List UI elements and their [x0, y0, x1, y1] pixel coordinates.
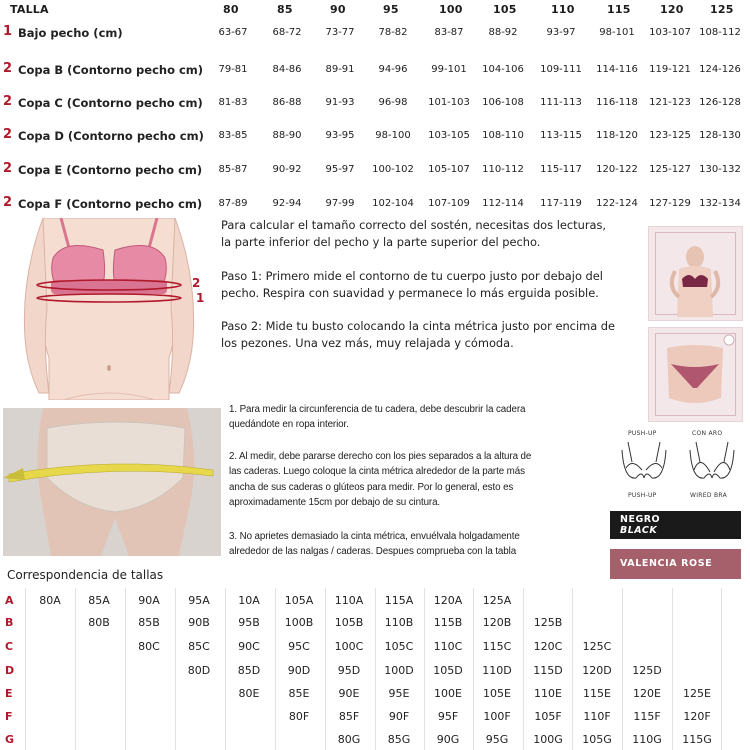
correspondence-cell: 90D: [287, 664, 311, 677]
correspondence-cell: 95D: [337, 664, 361, 677]
size-cell: 110-112: [482, 164, 524, 175]
product-thumb-bra[interactable]: [648, 226, 743, 321]
grid-divider: [572, 588, 573, 750]
size-cell: 98-101: [599, 27, 635, 38]
size-cell: 119-121: [649, 64, 691, 75]
size-cell: 93-95: [325, 130, 355, 141]
size-cell: 63-67: [218, 27, 248, 38]
grid-divider: [375, 588, 376, 750]
cup-letter-f: F: [5, 710, 13, 723]
product-thumb-thong[interactable]: [648, 327, 743, 422]
correspondence-cell: 85D: [237, 664, 261, 677]
size-cell: 88-92: [488, 27, 518, 38]
size-cell: 98-100: [375, 130, 411, 141]
correspondence-cell: 110E: [534, 687, 562, 700]
correspondence-cell: 90A: [138, 594, 160, 607]
bust-measure-illustration: [3, 218, 215, 400]
correspondence-cell: 110A: [334, 594, 364, 607]
correspondence-cell: 95A: [188, 594, 210, 607]
row-index-number: 2: [3, 161, 13, 176]
size-cell: 115-117: [540, 164, 582, 175]
size-header-label: TALLA: [10, 3, 49, 16]
correspondence-cell: 120A: [433, 594, 463, 607]
size-cell: 87-89: [218, 198, 248, 209]
size-cell: 84-86: [272, 64, 302, 75]
size-cell: 78-82: [378, 27, 408, 38]
size-cell: 97-99: [325, 198, 355, 209]
swatch-black-line1: NEGRO: [620, 514, 661, 525]
size-cell: 103-107: [649, 27, 691, 38]
correspondence-cell: 80D: [187, 664, 211, 677]
size-cell: 96-98: [378, 97, 408, 108]
correspondence-cell: 85B: [138, 616, 160, 629]
size-row-label: Copa D (Contorno pecho cm): [18, 129, 204, 143]
correspondence-cell: 85C: [188, 640, 210, 653]
cup-letter-b: B: [5, 616, 14, 629]
correspondence-cell: 125B: [533, 616, 563, 629]
correspondence-cell: 105B: [334, 616, 364, 629]
size-cell: 89-91: [325, 64, 355, 75]
size-header-85: 85: [277, 3, 293, 16]
step1-text: Paso 1: Primero mide el contorno de tu cuerpo justo por debajo del pecho. Respira con suavidad y permanece lo más erguida posible.: [221, 269, 603, 300]
correspondence-cell: 95G: [485, 733, 509, 746]
correspondence-cell: 90B: [188, 616, 210, 629]
size-cell: 105-107: [428, 164, 470, 175]
size-cell: 108-112: [699, 27, 741, 38]
size-cell: 91-93: [325, 97, 355, 108]
correspondence-cell: 105F: [534, 710, 562, 723]
correspondence-cell: 85G: [387, 733, 411, 746]
correspondence-cell: 90F: [388, 710, 410, 723]
grid-divider: [672, 588, 673, 750]
size-header-95: 95: [383, 3, 399, 16]
size-row-label: Copa C (Contorno pecho cm): [18, 96, 203, 110]
size-cell: 107-109: [428, 198, 470, 209]
correspondence-cell: 110G: [632, 733, 662, 746]
size-cell: 92-94: [272, 198, 302, 209]
size-cell: 93-97: [546, 27, 576, 38]
correspondence-cell: 120F: [683, 710, 711, 723]
correspondence-cell: 120E: [633, 687, 661, 700]
correspondence-cell: 100C: [334, 640, 364, 653]
size-header-115: 115: [607, 3, 631, 16]
size-cell: 111-113: [540, 97, 582, 108]
model-bra-image: [649, 227, 742, 320]
sketch-label-pushup-bottom: PUSH-UP: [628, 492, 657, 499]
size-cell: 88-90: [272, 130, 302, 141]
hip-step2-text: 2. Al medir, debe pararse derecho con los pies separados a la altura de las caderas. Luego coloque la cinta métrica alrededor de la parte más ancha de sus caderas o glúteos para medir. Por lo general, esto es aproximadamente 15cm por debajo de su cintura.: [229, 451, 532, 508]
size-cell: 118-120: [596, 130, 638, 141]
size-cell: 117-119: [540, 198, 582, 209]
size-header-125: 125: [710, 3, 734, 16]
size-cell: 102-104: [372, 198, 414, 209]
size-cell: 83-87: [434, 27, 464, 38]
size-cell: 128-130: [699, 130, 741, 141]
size-cell: 114-116: [596, 64, 638, 75]
size-cell: 81-83: [218, 97, 248, 108]
row-index-number: 2: [3, 127, 13, 142]
color-swatch-black[interactable]: [610, 511, 741, 539]
correspondence-cell: 80G: [337, 733, 361, 746]
correspondence-cell: 85F: [338, 710, 360, 723]
size-cell: 90-92: [272, 164, 302, 175]
grid-divider: [325, 588, 326, 750]
size-header-105: 105: [493, 3, 517, 16]
size-row-label: Copa B (Contorno pecho cm): [18, 63, 204, 77]
correspondence-cell: 90E: [338, 687, 360, 700]
grid-divider: [424, 588, 425, 750]
correspondence-cell: 120D: [582, 664, 612, 677]
correspondence-cell: 115A: [384, 594, 414, 607]
correspondence-cell: 95B: [238, 616, 260, 629]
row-index-number: 2: [3, 61, 13, 76]
correspondence-cell: 100E: [434, 687, 462, 700]
hip-tape-drawing: [3, 408, 221, 556]
grid-divider: [523, 588, 524, 750]
grid-divider: [25, 588, 26, 750]
pushup-bra-sketch-icon: [618, 440, 670, 490]
grid-divider: [721, 588, 722, 750]
correspondence-cell: 115D: [533, 664, 563, 677]
grid-divider: [622, 588, 623, 750]
correspondence-cell: 80C: [138, 640, 160, 653]
correspondence-cell: 125C: [582, 640, 612, 653]
size-cell: 103-105: [428, 130, 470, 141]
correspondence-cell: 120B: [482, 616, 512, 629]
size-cell: 116-118: [596, 97, 638, 108]
size-cell: 112-114: [482, 198, 524, 209]
correspondence-cell: 100D: [384, 664, 414, 677]
size-cell: 120-122: [596, 164, 638, 175]
swatch-rose-label: VALENCIA ROSE: [620, 558, 713, 569]
correspondence-cell: 95F: [437, 710, 459, 723]
correspondence-cell: 100F: [483, 710, 511, 723]
size-cell: 121-123: [649, 97, 691, 108]
size-table: [0, 0, 750, 220]
hip-step3-text: 3. No aprietes demasiado la cinta métrica, envuélvala holgadamente alrededor de las nalgas / caderas. Despues comprueba con la tabla: [229, 531, 520, 558]
size-cell: 101-103: [428, 97, 470, 108]
hip-step1-text: 1. Para medir la circunferencia de tu cadera, debe descubrir la cadera quedándote en ropa interior.: [229, 404, 526, 431]
correspondence-cell: 120C: [533, 640, 563, 653]
size-cell: 123-125: [649, 130, 691, 141]
correspondence-cell: 105E: [483, 687, 511, 700]
size-cell: 100-102: [372, 164, 414, 175]
size-cell: 109-111: [540, 64, 582, 75]
size-cell: 95-97: [325, 164, 355, 175]
size-cell: 113-115: [540, 130, 582, 141]
correspondence-cell: 80A: [39, 594, 61, 607]
correspondence-cell: 115G: [682, 733, 712, 746]
size-cell: 122-124: [596, 198, 638, 209]
size-cell: 126-128: [699, 97, 741, 108]
correspondence-cell: 125A: [482, 594, 512, 607]
correspondence-cell: 95C: [288, 640, 310, 653]
size-cell: 73-77: [325, 27, 355, 38]
correspondence-cell: 85E: [288, 687, 310, 700]
correspondence-cell: 105D: [433, 664, 463, 677]
grid-divider: [75, 588, 76, 750]
size-header-80: 80: [223, 3, 239, 16]
correspondence-cell: 105A: [284, 594, 314, 607]
correspondence-cell: 115C: [482, 640, 512, 653]
cup-letter-a: A: [5, 594, 14, 607]
grid-divider: [275, 588, 276, 750]
torso-bra-drawing: [3, 218, 215, 400]
correspondence-cell: 100G: [533, 733, 563, 746]
correspondence-cell: 125E: [683, 687, 711, 700]
size-cell: 79-81: [218, 64, 248, 75]
step2-text: Paso 2: Mide tu busto colocando la cinta métrica justo por encima de los pezones. Una vez más, muy relajada y cómoda.: [221, 319, 616, 350]
color-swatch-rose[interactable]: [610, 549, 741, 579]
correspondence-cell: 110D: [482, 664, 512, 677]
intro-text: Para calcular el tamaño correcto del sostén, necesitas dos lecturas, la parte inferior del pecho y la parte superior del pecho.: [221, 218, 607, 249]
size-cell: 104-106: [482, 64, 524, 75]
size-cell: 85-87: [218, 164, 248, 175]
size-cell: 108-110: [482, 130, 524, 141]
size-cell: 127-129: [649, 198, 691, 209]
correspondence-cell: 110F: [583, 710, 611, 723]
size-cell: 86-88: [272, 97, 302, 108]
model-thong-image: [649, 328, 742, 421]
correspondence-cell: 95E: [388, 687, 410, 700]
row-index-number: 2: [3, 94, 13, 109]
grid-divider: [225, 588, 226, 750]
size-cell: 94-96: [378, 64, 408, 75]
sketch-label-wired: WIRED BRA: [690, 492, 728, 499]
cup-letter-d: D: [5, 664, 15, 677]
correspondence-cell: 80F: [288, 710, 310, 723]
size-row-label: Copa E (Contorno pecho cm): [18, 163, 203, 177]
size-cell: 132-134: [699, 198, 741, 209]
correspondence-cell: 110B: [384, 616, 414, 629]
size-cell: 68-72: [272, 27, 302, 38]
size-header-100: 100: [439, 3, 463, 16]
sketch-label-pushup-top: PUSH-UP: [628, 430, 657, 437]
cup-letter-c: C: [5, 640, 14, 653]
correspondence-cell: 115E: [583, 687, 611, 700]
correspondence-cell: 90C: [238, 640, 260, 653]
size-header-120: 120: [660, 3, 684, 16]
correspondence-cell: 115B: [433, 616, 463, 629]
correspondence-cell: 105G: [582, 733, 612, 746]
marker-2: 2: [192, 276, 201, 290]
size-row-label: Bajo pecho (cm): [18, 26, 123, 40]
row-index-number: 2: [3, 195, 13, 210]
size-row-label: Copa F (Contorno pecho cm): [18, 197, 203, 211]
correspondence-cell: 80B: [88, 616, 110, 629]
correspondence-cell: 105C: [384, 640, 414, 653]
hip-measure-photo: [3, 408, 221, 556]
correspondence-cell: 90G: [436, 733, 460, 746]
grid-divider: [175, 588, 176, 750]
size-cell: 106-108: [482, 97, 524, 108]
swatch-black-line2: BLACK: [620, 525, 658, 536]
correspondence-cell: 85A: [88, 594, 110, 607]
size-cell: 125-127: [649, 164, 691, 175]
size-header-90: 90: [330, 3, 346, 16]
correspondence-cell: 80E: [238, 687, 260, 700]
row-index-number: 1: [3, 24, 13, 39]
grid-divider: [125, 588, 126, 750]
cup-letter-e: E: [5, 687, 13, 700]
cup-letter-g: G: [5, 733, 15, 746]
size-cell: 130-132: [699, 164, 741, 175]
wired-bra-sketch-icon: [686, 440, 738, 490]
correspondence-cell: 115F: [633, 710, 661, 723]
correspondence-title: Correspondencia de tallas: [7, 568, 164, 582]
size-cell: 83-85: [218, 130, 248, 141]
sketch-label-conaro: CON ARO: [692, 430, 723, 437]
correspondence-cell: 125D: [632, 664, 662, 677]
correspondence-cell: 10A: [238, 594, 260, 607]
marker-1: 1: [196, 291, 205, 305]
size-cell: 124-126: [699, 64, 741, 75]
correspondence-cell: 110C: [433, 640, 463, 653]
size-cell: 99-101: [431, 64, 467, 75]
correspondence-cell: 100B: [284, 616, 314, 629]
size-header-110: 110: [551, 3, 575, 16]
grid-divider: [473, 588, 474, 750]
